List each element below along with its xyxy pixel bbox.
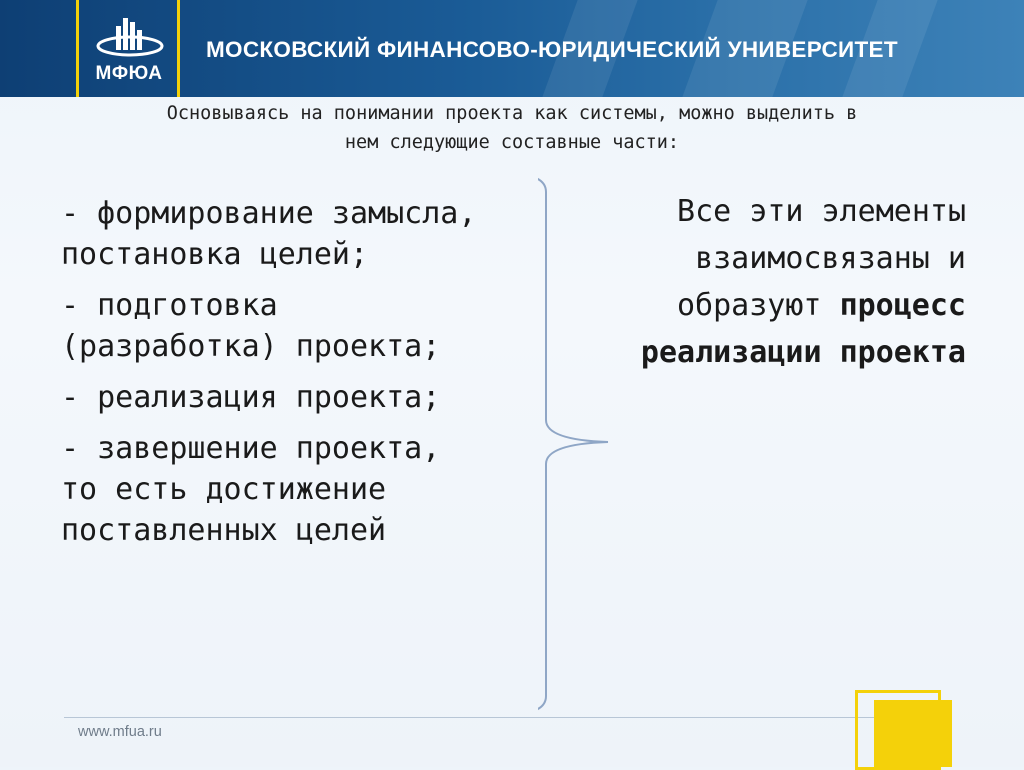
- list-item: - завершение проекта, то есть достижение поставленных целей: [61, 431, 441, 548]
- summary-text: [600, 188, 966, 376]
- footer-divider: [64, 717, 904, 718]
- list-item: - подготовка (разработка) проекта;: [61, 288, 441, 364]
- list-item: - реализация проекта;: [61, 380, 441, 415]
- summary-bold: процесс реализации проекта: [640, 288, 966, 370]
- corner-decoration-outline: [855, 690, 941, 770]
- university-name: МОСКОВСКИЙ ФИНАНСОВО-ЮРИДИЧЕСКИЙ УНИВЕРСИТЕТ: [206, 37, 898, 62]
- intro-line: Основываясь на понимании проекта как системы, можно выделить в: [166, 103, 858, 124]
- university-logo-icon: [92, 12, 168, 62]
- list-item: - формирование замысла, постановка целей;: [61, 196, 477, 272]
- intro-text: [40, 99, 984, 157]
- logo-text: МФЮА: [95, 63, 163, 84]
- header-banner: [0, 0, 1024, 97]
- summary-plain: Все эти элементы взаимосвязаны и образуют: [677, 194, 966, 323]
- footer-url[interactable]: www.mfua.ru: [78, 724, 162, 740]
- intro-line: нем следующие составные части:: [344, 132, 680, 153]
- components-list: [61, 193, 481, 561]
